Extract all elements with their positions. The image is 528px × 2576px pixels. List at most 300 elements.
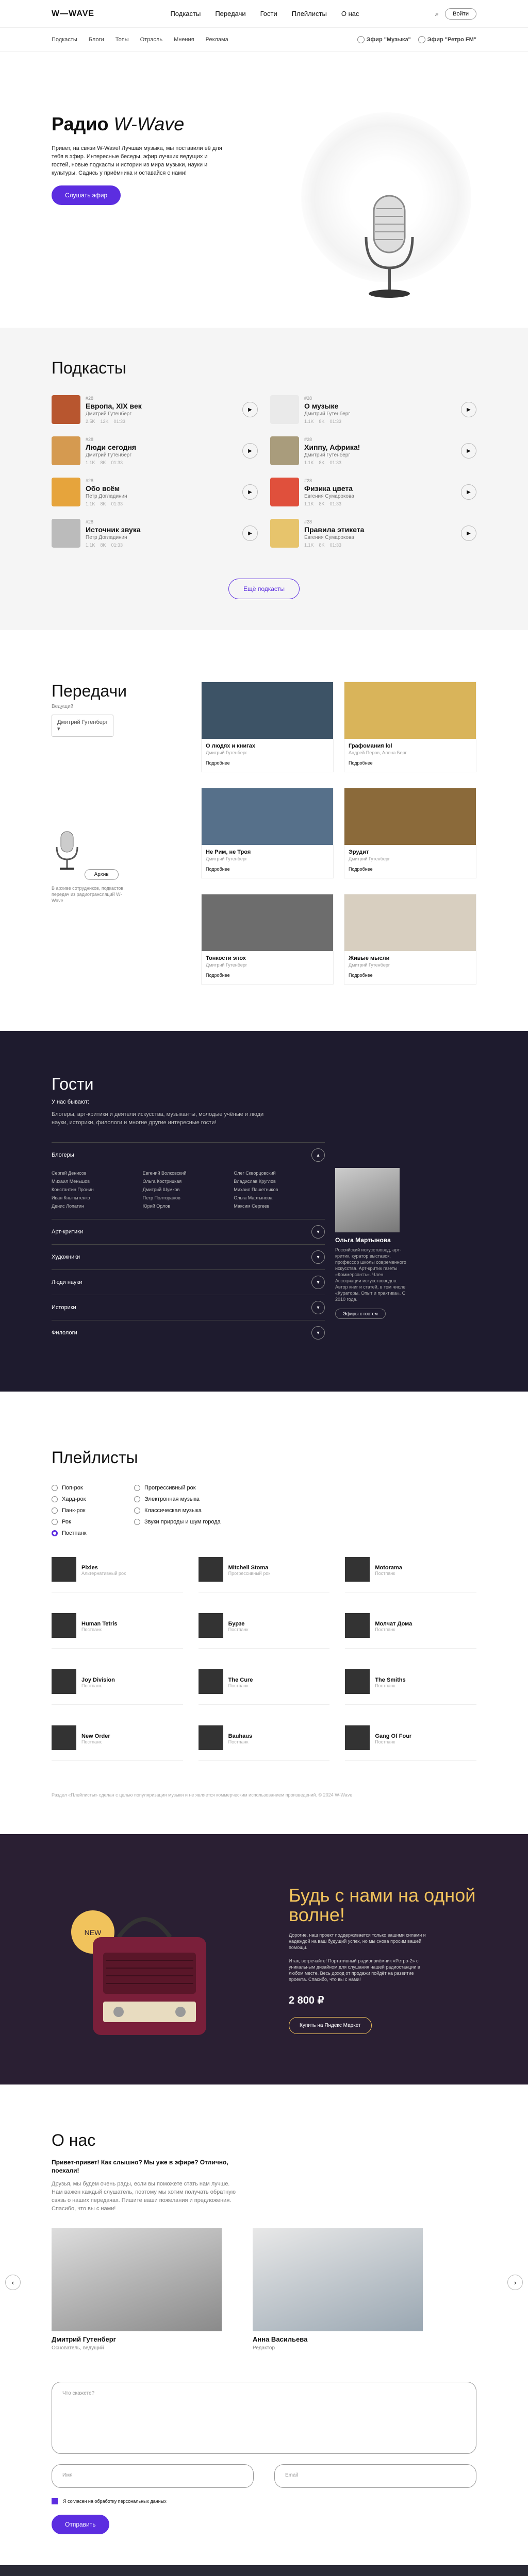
genre-option[interactable] [134,1485,237,1491]
playlist-card[interactable] [345,1557,476,1592]
podcast-likes: 1.1K [86,460,95,465]
section-title: Гости [52,1075,94,1093]
playlist-card[interactable] [199,1725,330,1761]
podcast-info [86,396,237,424]
show-host: Дмитрий Гутенберг [206,750,248,755]
genre-label: Постпанк [62,1530,87,1536]
section-title: Передачи [52,682,127,700]
radio-icon [134,1519,140,1525]
guest-link[interactable]: Дмитрий Шумков [142,1187,180,1192]
about-section [0,2084,528,2565]
subnav-opinions[interactable]: Мнения [174,36,194,43]
podcast-title: Люди сегодня [86,443,137,451]
accordion-item [52,1295,325,1320]
show-more-link[interactable]: Подробнее [349,973,373,978]
buy-button[interactable]: Купить на Яндекс Маркет [289,2017,372,2034]
play-icon[interactable]: ▶ [461,402,476,417]
podcast-title: Европа, XIX век [86,401,142,410]
playlist-info [228,1732,252,1744]
playlist-cover [52,1557,76,1582]
member-photo [253,2228,423,2331]
section-title: Плейлисты [52,1448,138,1467]
team-slider [11,2228,517,2351]
guest-name-list [52,1167,325,1219]
guest-link[interactable]: Денис Лопатин [52,1204,84,1209]
podcast-info [86,478,237,506]
podcast-plays: 8K [100,460,106,465]
podcast-time: 01:33 [329,501,342,506]
podcast-info [304,519,456,548]
play-icon [418,36,425,43]
playlist-info [81,1563,126,1576]
playlist-info [375,1619,412,1632]
playlist-genre: Постпанк [81,1739,102,1744]
arrow-right-icon[interactable]: › [507,2275,523,2290]
genre-option[interactable] [52,1530,134,1536]
accordion-header[interactable] [52,1245,325,1269]
podcasts-section [0,328,528,630]
main-nav [170,10,359,18]
podcast-author: Дмитрий Гутенберг [304,452,351,458]
playlist-card[interactable] [199,1557,330,1592]
radio-icon [134,1507,140,1514]
podcast-likes: 1.1K [304,460,314,465]
podcast-stats [304,419,456,424]
microphone-icon [52,829,82,871]
playlist-card[interactable] [52,1725,183,1761]
genre-label: Классическая музыка [144,1507,202,1514]
show-title: Не Рим, не Троя [206,849,251,855]
guest-link[interactable]: Ольга Мартынова [234,1195,273,1200]
show-more-link[interactable]: Подробнее [349,867,373,872]
playlist-genre: Постпанк [375,1739,395,1744]
genre-option[interactable] [52,1485,134,1491]
podcast-card[interactable] [270,519,476,548]
show-body [202,951,333,984]
podcast-author: Дмитрий Гутенберг [86,411,132,417]
host-select[interactable]: Дмитрий Гутенберг ▾ [52,715,113,737]
nav-about[interactable]: О нас [341,10,359,18]
podcast-cover [52,436,80,465]
chevron-down-icon[interactable]: ▾ [311,1225,325,1239]
guest-link[interactable]: Максим Сергеев [234,1204,270,1209]
show-image [202,788,333,845]
playlist-card[interactable] [199,1613,330,1649]
show-host: Дмитрий Гутенберг [206,962,248,968]
podcast-card[interactable] [270,478,476,506]
playlist-grid [52,1557,476,1761]
live-stream-1[interactable]: Эфир "Музыка" [357,36,411,43]
playlist-card[interactable] [52,1613,183,1649]
accordion-item [52,1269,325,1295]
genre-option[interactable] [52,1507,134,1514]
show-body [344,739,476,772]
show-card[interactable] [344,894,476,985]
nav-guests[interactable]: Гости [260,10,277,18]
show-image [344,682,476,739]
promo-text-2: Итак, встречайте! Портативный радиоприёмник «Ретро-2» с уникальным дизайном для слушания нашей радиостанции в любом месте. Весь доход от продажи пойдёт на развитие проекта. Спасибо, что вы с нами! [289,1958,420,1982]
subnav-ads[interactable]: Реклама [205,36,228,43]
guests-accordion [52,1142,325,1345]
playlist-cover [52,1725,76,1750]
shows-grid [201,682,476,985]
guests-subtitle: У нас бывают: [52,1099,89,1105]
podcast-time: 01:33 [329,460,342,465]
show-title: Эрудит [349,849,369,855]
show-more-link[interactable]: Подробнее [206,760,230,766]
subnav-podcasts[interactable]: Подкасты [52,36,77,43]
podcast-plays: 8K [319,542,325,548]
member-role: Основатель, ведущий [52,2345,104,2351]
podcast-plays: 12K [100,418,109,424]
arrow-left-icon[interactable]: ‹ [5,2275,21,2290]
live-stream-2[interactable]: Эфир "Ретро FM" [418,36,476,43]
accordion-header[interactable] [52,1270,325,1295]
play-icon[interactable]: ▶ [242,402,258,417]
podcast-stats [304,460,456,465]
playlist-info [375,1563,402,1576]
playlist-cover [345,1725,370,1750]
guest-link[interactable]: Олег Скворцовский [234,1171,276,1176]
show-card[interactable] [201,682,334,772]
site-header [0,0,528,28]
podcast-likes: 1.1K [304,542,314,548]
podcast-author: Дмитрий Гутенберг [304,411,351,417]
chevron-up-icon[interactable]: ▴ [311,1148,325,1162]
promo-section [0,1834,528,2084]
genre-label: Электронная музыка [144,1496,200,1502]
radio-icon [134,1496,140,1502]
show-title: Графомания lol [349,743,392,749]
about-text: Друзья, мы будем очень рады, если вы поможете стать нам лучше. Нам важен каждый слушатель, поэтому мы хотим получать обратную связь о наших передачах. Пишите ваши пожелания и предложения. Спасибо, что вы с нами! [52,2181,236,2212]
podcast-title: Хиппу, Африка! [304,443,360,451]
show-card[interactable] [344,788,476,878]
show-host: Дмитрий Гутенберг [349,962,390,968]
podcast-plays: 8K [100,501,106,506]
guest-link[interactable]: Константин Пронин [52,1187,94,1192]
archive-button[interactable]: Архив [85,869,119,880]
show-title: Живые мысли [349,955,390,961]
playlist-title: Бурзе [228,1620,245,1627]
archive-note: В архиве сотрудников, подкастов, передач из радиотрансляций W-Wave [52,886,125,903]
show-card[interactable] [344,682,476,772]
podcast-cover [270,436,299,465]
podcast-stats [304,543,456,548]
playlist-cover [199,1669,223,1694]
show-card[interactable] [201,894,334,985]
podcast-likes: 1.1K [304,501,314,506]
playlist-card[interactable] [345,1669,476,1705]
guest-link[interactable]: Юрий Орлов [142,1204,171,1209]
about-lead: Привет-привет! Как слышно? Мы уже в эфире? Отлично, поехали! [52,2159,228,2174]
play-icon[interactable]: ▶ [242,484,258,500]
podcast-stats [86,419,237,424]
podcast-info [304,437,456,465]
subnav-industry[interactable]: Отрасль [140,36,163,43]
hero-title: Радио W-Wave [52,113,185,134]
playlist-title: The Smiths [375,1676,406,1683]
show-more-link[interactable]: Подробнее [349,760,373,766]
podcast-number: #28 [86,478,94,483]
playlist-card[interactable] [345,1725,476,1761]
podcast-plays: 8K [100,542,106,548]
guest-bio: Российский искусствовед, арт-критик, куратор выставок, профессор школы современного искусства. Арт-критик газеты «Коммерсантъ». Член Ассоциации искусствоведов. Автор книг и статей, в том числе «Кураторы. Опыт и практика». С 2010 года. [335,1247,406,1302]
message-field[interactable]: Что скажете? [52,2382,476,2454]
show-body [202,845,333,878]
playlist-note: Раздел «Плейлисты» сделан с целью популяризации музыки и не является коммерческим использованием произведений. © 2024 W-Wave [52,1792,353,1798]
guests-section [0,1031,528,1392]
playlist-cover [199,1613,223,1638]
shows-section [0,630,528,1031]
guest-link[interactable]: Евгений Волковский [142,1171,187,1176]
playlist-info [81,1732,110,1744]
playlist-info [375,1732,411,1744]
guest-link[interactable]: Петр Полторанов [142,1195,180,1200]
radio-icon [52,1530,58,1536]
playlist-title: Joy Division [81,1676,115,1683]
show-body [344,951,476,984]
podcast-likes: 1.1K [304,418,314,424]
genre-filter [52,1485,476,1536]
podcast-card[interactable] [270,436,476,465]
accordion-label: Филологи [52,1330,77,1336]
playlist-card[interactable] [52,1669,183,1705]
chevron-down-icon[interactable]: ▾ [311,1250,325,1264]
team-member [253,2228,423,2351]
playlist-genre: Постпанк [375,1570,395,1576]
play-icon[interactable]: ▶ [242,443,258,459]
playlist-card[interactable] [199,1669,330,1705]
playlists-section [0,1392,528,1834]
listen-button[interactable]: Слушать эфир [52,185,121,205]
podcast-title: Источник звука [86,525,141,534]
svg-text:NEW: NEW [84,1928,102,1937]
play-icon[interactable]: ▶ [461,484,476,500]
genre-option[interactable] [134,1496,237,1502]
podcast-cover [270,395,299,424]
chevron-down-icon[interactable]: ▾ [311,1301,325,1314]
playlist-cover [199,1557,223,1582]
accordion-header[interactable] [52,1219,325,1244]
genre-label: Рок [62,1519,71,1525]
podcast-number: #28 [304,395,312,401]
sub-header [0,28,528,52]
playlist-title: The Cure [228,1676,253,1683]
podcast-likes: 1.1K [86,542,95,548]
podcast-plays: 8K [319,418,325,424]
subnav-tops[interactable]: Топы [115,36,129,43]
podcast-title: Физика цвета [304,484,353,493]
show-title: О людях и книгах [206,743,255,749]
guest-photo [335,1168,400,1232]
podcast-author: Петр Догладинин [86,534,127,540]
podcast-title: О музыке [304,401,339,410]
accordion-item [52,1142,325,1219]
podcast-stats [86,460,237,465]
podcast-number: #28 [304,519,312,524]
podcast-title: Правила этикета [304,525,365,534]
podcast-card[interactable] [52,395,258,424]
accordion-item [52,1320,325,1345]
podcast-cover [270,478,299,506]
show-host: Андрей Перов, Алена Берг [349,750,407,755]
podcast-cover [270,519,299,548]
podcast-stats [304,501,456,506]
podcast-card[interactable] [52,478,258,506]
hero-section [0,52,528,245]
playlist-genre: Постпанк [228,1739,249,1744]
podcast-time: 01:33 [111,501,123,506]
accordion-label: Блогеры [52,1152,74,1158]
chevron-down-icon[interactable]: ▾ [311,1326,325,1340]
guest-link[interactable]: Владислав Круглов [234,1179,276,1184]
guest-link[interactable]: Сергей Денисов [52,1171,87,1176]
play-icon[interactable]: ▶ [242,526,258,541]
member-role: Редактор [253,2345,275,2351]
nav-shows[interactable]: Передачи [215,10,246,18]
accordion-label: Люди науки [52,1279,82,1285]
playlist-info [375,1675,405,1688]
podcast-card[interactable] [52,436,258,465]
guest-link[interactable]: Михаил Меньшов [52,1179,90,1184]
show-more-link[interactable]: Подробнее [206,973,230,978]
genre-label: Звуки природы и шум города [144,1519,221,1525]
playlist-info [81,1619,117,1632]
accordion-label: Арт-критики [52,1229,84,1235]
radio-icon [52,1519,58,1525]
show-card[interactable] [201,788,334,878]
radio-icon [52,1485,58,1491]
podcast-likes: 2.5K [86,418,95,424]
accordion-item [52,1244,325,1269]
playlist-genre: Постпанк [375,1626,395,1632]
guest-link[interactable]: Ольга Кострицкая [142,1179,182,1184]
play-icon[interactable]: ▶ [461,526,476,541]
genre-label: Хард-рок [62,1496,86,1502]
playlist-title: Mitchell Stoma [228,1564,269,1571]
show-host: Дмитрий Гутенберг [349,856,390,861]
genre-option[interactable] [134,1519,237,1525]
show-body [344,845,476,878]
member-name: Дмитрий Гутенберг [52,2335,117,2343]
show-image [344,788,476,845]
playlist-genre: Постпанк [228,1626,249,1632]
sub-nav [52,37,228,43]
play-icon[interactable]: ▶ [461,443,476,459]
podcast-info [304,396,456,424]
show-host: Дмитрий Гутенберг [206,856,248,861]
guest-link[interactable]: Иван Кныпытенко [52,1195,90,1200]
playlist-title: Bauhaus [228,1733,253,1739]
podcast-stats [86,501,237,506]
playlist-card[interactable] [52,1557,183,1592]
play-icon [357,36,365,43]
playlist-title: Gang Of Four [375,1733,412,1739]
playlist-title: Молчат Дома [375,1620,412,1627]
promo-title: Будь с нами на одной волне! [289,1885,476,1925]
playlist-cover [199,1725,223,1750]
genre-option[interactable] [52,1496,134,1502]
accordion-header[interactable] [52,1320,325,1345]
genre-option[interactable] [134,1507,237,1514]
playlist-genre: Альтернативный рок [81,1570,126,1576]
podcast-cover [52,395,80,424]
playlist-info [228,1563,271,1576]
playlist-title: Human Tetris [81,1620,118,1627]
name-field[interactable]: Имя [52,2464,254,2488]
show-image [202,894,333,951]
playlist-cover [345,1557,370,1582]
podcast-cover [52,478,80,506]
accordion-item [52,1219,325,1244]
guest-link[interactable]: Михаил Пашетников [234,1187,278,1192]
host-label: Ведущий [52,704,74,709]
member-name: Анна Васильева [253,2335,308,2343]
podcast-plays: 8K [319,501,325,506]
playlist-title: Motorama [375,1564,402,1571]
show-image [202,682,333,739]
playlist-cover [52,1669,76,1694]
podcast-likes: 1.1K [86,501,95,506]
subnav-blogs[interactable]: Блоги [88,36,104,43]
feedback-form [52,2382,476,2534]
guest-broadcasts-button[interactable]: Эфиры с гостем [335,1309,386,1319]
search-icon[interactable]: ⌕ [435,9,439,18]
podcast-card[interactable] [270,395,476,424]
playlist-info [228,1675,253,1688]
podcast-number: #28 [86,395,94,401]
show-more-link[interactable]: Подробнее [206,867,230,872]
playlist-info [81,1675,115,1688]
podcast-grid [52,395,476,548]
email-field[interactable]: Email [274,2464,476,2488]
podcast-time: 01:33 [111,542,123,548]
site-logo[interactable]: W—WAVE [52,9,95,18]
podcast-info [304,478,456,506]
genre-label: Панк-рок [62,1507,86,1514]
podcast-plays: 8K [319,460,325,465]
agree-label: Я согласен на обработку персональных данных [63,2499,167,2504]
podcast-time: 01:33 [111,460,123,465]
accordion-header[interactable] [52,1143,325,1167]
submit-button[interactable]: Отправить [52,2515,109,2534]
podcast-stats [86,543,237,548]
guests-lead: Блогеры, арт-критики и деятели искусства, музыканты, молодые учёные и люди науки, историки, филологи и многие другие интересные гости! [52,1111,264,1126]
podcast-time: 01:33 [113,418,126,424]
genre-option[interactable] [52,1519,134,1525]
podcast-title: Обо всём [86,484,120,493]
podcast-number: #28 [304,436,312,442]
nav-podcasts[interactable]: Подкасты [170,10,201,18]
podcast-card[interactable] [52,519,258,548]
nav-playlists[interactable]: Плейлисты [291,10,327,18]
radio-icon [52,1507,58,1514]
playlist-title: New Order [81,1733,110,1739]
podcast-info [86,519,237,548]
playlist-genre: Постпанк [81,1683,102,1688]
accordion-label: Художники [52,1254,80,1260]
chevron-down-icon[interactable]: ▾ [311,1276,325,1289]
podcast-author: Дмитрий Гутенберг [86,452,132,458]
playlist-cover [52,1613,76,1638]
more-podcasts-button[interactable]: Ещё подкасты [228,579,300,599]
agree-checkbox[interactable] [52,2498,58,2504]
login-button[interactable]: Войти [445,8,476,20]
accordion-header[interactable] [52,1295,325,1320]
accordion-label: Историки [52,1304,76,1311]
playlist-genre: Постпанк [228,1683,249,1688]
playlist-card[interactable] [345,1613,476,1649]
